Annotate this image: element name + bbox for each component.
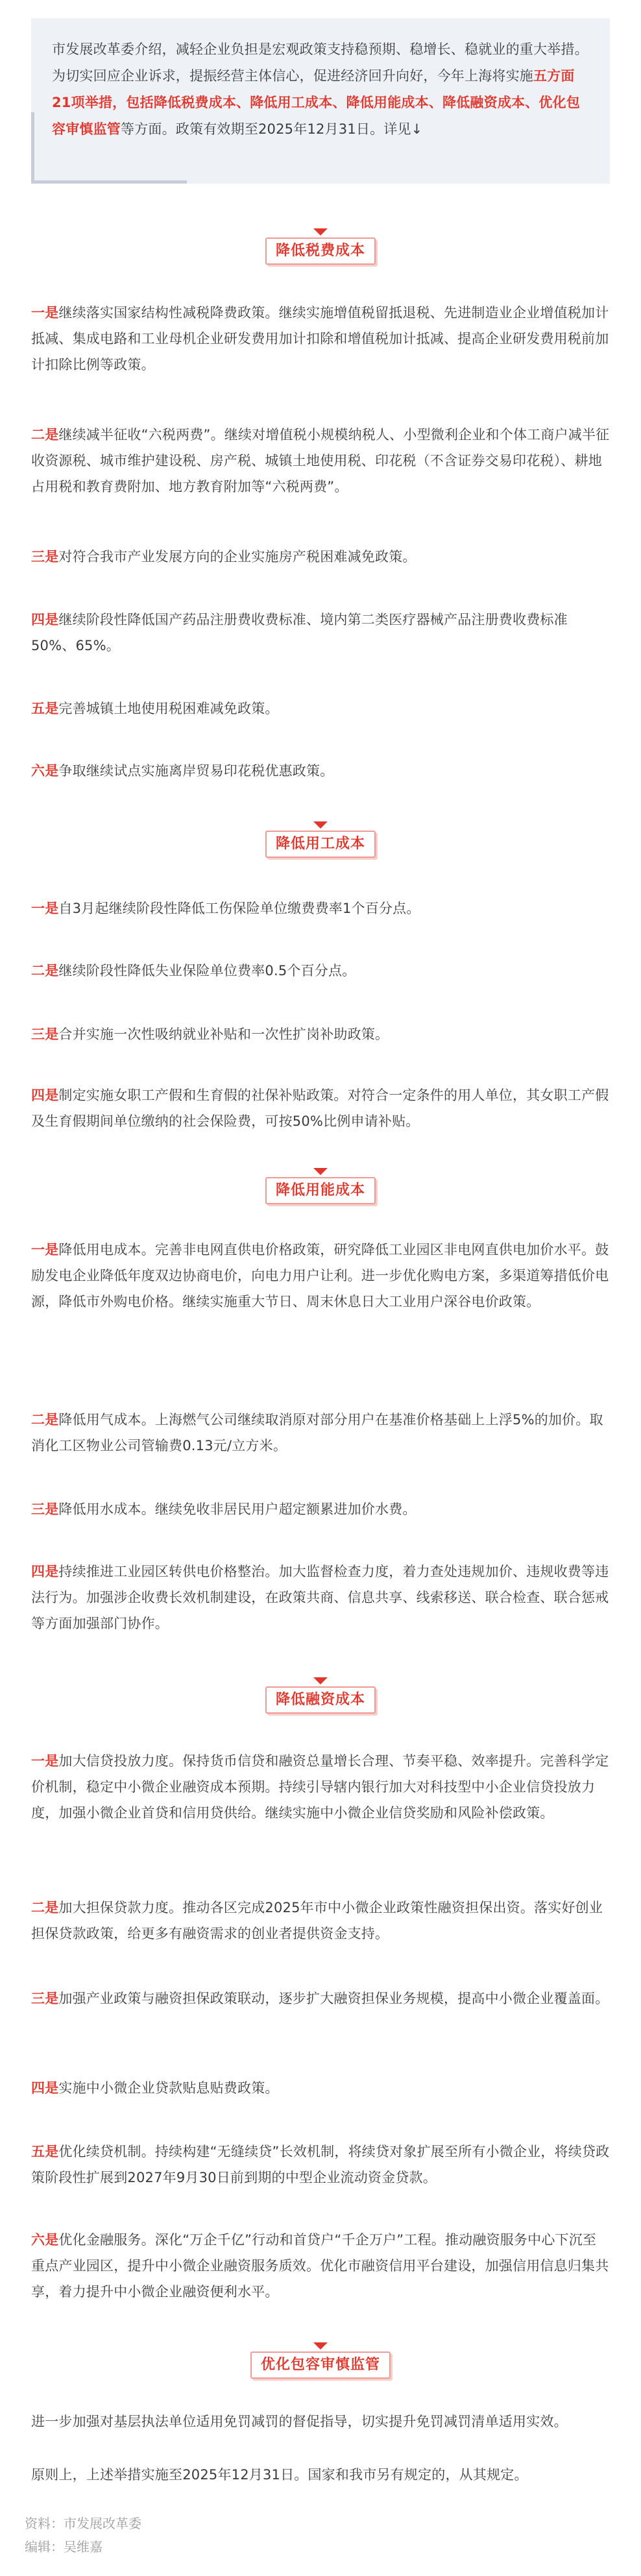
source-line: 资料：市发展改革委 (25, 2516, 141, 2531)
list-item: 进一步加强对基层执法单位适用免罚减罚的督促指导，切实提升免罚减罚清单适用实效。 (31, 2414, 568, 2429)
corner-bar-horizontal (31, 180, 187, 184)
section-title: 降低融资成本 (275, 1692, 366, 1708)
list-item: 四是实施中小微企业贷款贴息贴费政策。 (31, 2080, 279, 2096)
list-item: 二是继续阶段性降低失业保险单位费率0.5个百分点。 (31, 963, 356, 978)
list-item: 一是加大信贷投放力度。保持货币信贷和融资总量增长合理、节奏平稳、效率提升。完善科学定价机制，稳定中小微企业融资成本预期。持续引导辖内银行加大对科技型中小企业信贷投放力度，加强小微企业首贷和信用贷供给。继续实施中小微企业信贷奖励和风险补偿政策。 (31, 1753, 609, 1821)
list-item: 五是优化续贷机制。持续构建“无缝续贷”长效机制，将续贷对象扩展至所有小微企业，将续贷政策阶段性扩展到2027年9月30日前到期的中型企业流动资金贷款。 (31, 2144, 610, 2185)
list-item: 原则上，上述举措实施至2025年12月31日。国家和我市另有规定的，从其规定。 (31, 2467, 528, 2483)
list-item: 三是对符合我市产业发展方向的企业实施房产税困难减免政策。 (31, 549, 417, 565)
triangle-icon (313, 1168, 328, 1175)
triangle-icon (313, 228, 328, 236)
section-heading (0, 2342, 641, 2388)
section-heading (0, 228, 641, 274)
list-item: 六是争取继续试点实施离岸贸易印花税优惠政策。 (31, 763, 334, 779)
list-item: 二是加大担保贷款力度。推动各区完成2025年市中小微企业政策性融资担保出资。落实好创业担保贷款政策，给更多有融资需求的创业者提供资金支持。 (31, 1900, 603, 1941)
list-item: 一是继续落实国家结构性减税降费政策。继续实施增值税留抵退税、先进制造业企业增值税加计抵减、集成电路和工业母机企业研发费用加计扣除和增值税加计抵减、提高企业研发费用税前加计扣除比例等政策。 (31, 305, 609, 372)
list-item: 六是优化金融服务。深化“万企千亿”行动和首贷户“千企万户”工程。推动融资服务中心下沉至重点产业园区，提升中小微企业融资服务质效。优化市融资信用平台建设，加强信用信息归集共享，着力提升中小微企业融资便利水平。 (31, 2232, 609, 2300)
section-heading (0, 1168, 641, 1213)
section-title: 降低用能成本 (275, 1182, 366, 1198)
list-item: 五是完善城镇土地使用税困难减免政策。 (31, 701, 279, 716)
corner-bar-vertical (31, 112, 34, 184)
list-item: 三是加强产业政策与融资担保政策联动，逐步扩大融资担保业务规模，提高中小微企业覆盖面。 (31, 1991, 609, 2006)
list-item: 四是制定实施女职工产假和生育假的社保补贴政策。对符合一定条件的用人单位，其女职工产假及生育假期间单位缴纳的社会保险费，可按50%比例申请补贴。 (31, 1088, 609, 1129)
section-heading (0, 821, 641, 867)
editor-line: 编辑：吴维嘉 (25, 2539, 103, 2555)
list-item: 四是继续阶段性降低国产药品注册费收费标准、境内第二类医疗器械产品注册费收费标准50%、65%。 (31, 612, 568, 653)
section-title: 优化包容审慎监管 (260, 2357, 381, 2373)
intro-box (31, 18, 610, 184)
section-title: 降低税费成本 (275, 243, 366, 259)
list-item: 四是持续推进工业园区转供电价格整治。加大监督检查力度，着力查处违规加价、违规收费等违法行为。加强涉企收费长效机制建设，在政策共商、信息共享、线索移送、联合检查、联合惩戒等方面加强部门协作。 (31, 1564, 609, 1631)
list-item: 二是降低用气成本。上海燃气公司继续取消原对部分用户在基准价格基础上上浮5%的加价。取消化工区物业公司管输费0.13元/立方米。 (31, 1412, 603, 1453)
list-item: 三是降低用水成本。继续免收非居民用户超定额累进加价水费。 (31, 1501, 417, 1517)
triangle-icon (313, 2342, 328, 2350)
list-item: 一是自3月起继续阶段性降低工伤保险单位缴费费率1个百分点。 (31, 901, 420, 916)
list-item: 二是继续减半征收“六税两费”。继续对增值税小规模纳税人、小型微利企业和个体工商户减半征收资源税、城市维护建设税、房产税、城镇土地使用税、印花税（不含证券交易印花税）、耕地占用税和教育费附加、地方教育附加等“六税两费”。 (31, 427, 610, 494)
triangle-icon (313, 1677, 328, 1684)
list-item: 一是降低用电成本。完善非电网直供电价格政策，研究降低工业园区非电网直供电加价水平。鼓励发电企业降低年度双边协商电价，向电力用户让利。进一步优化购电方案，多渠道筹措低价电源，降低市外购电价格。继续实施重大节日、周末休息日大工业用户深谷电价政策。 (31, 1242, 609, 1309)
triangle-icon (313, 821, 328, 829)
intro-text: 市发展改革委介绍，减轻企业负担是宏观政策支持稳预期、稳增长、稳就业的重大举措。为切实回应企业诉求，提振经营主体信心，促进经济回升向好，今年上海将实施五方面21项举措，包括降低税费成本、降低用工成本、降低用能成本、降低融资成本、优化包容审慎监管等方面。政策有效期至2025年12月31日。详见↓ (52, 42, 588, 137)
list-item: 三是合并实施一次性吸纳就业补贴和一次性扩岗补助政策。 (31, 1027, 389, 1042)
intro-highlight: 五方面21项举措，包括降低税费成本、降低用工成本、降低用能成本、降低融资成本、优化包容审慎监管 (52, 68, 581, 137)
section-title: 降低用工成本 (275, 836, 366, 852)
section-heading (0, 1677, 641, 1723)
